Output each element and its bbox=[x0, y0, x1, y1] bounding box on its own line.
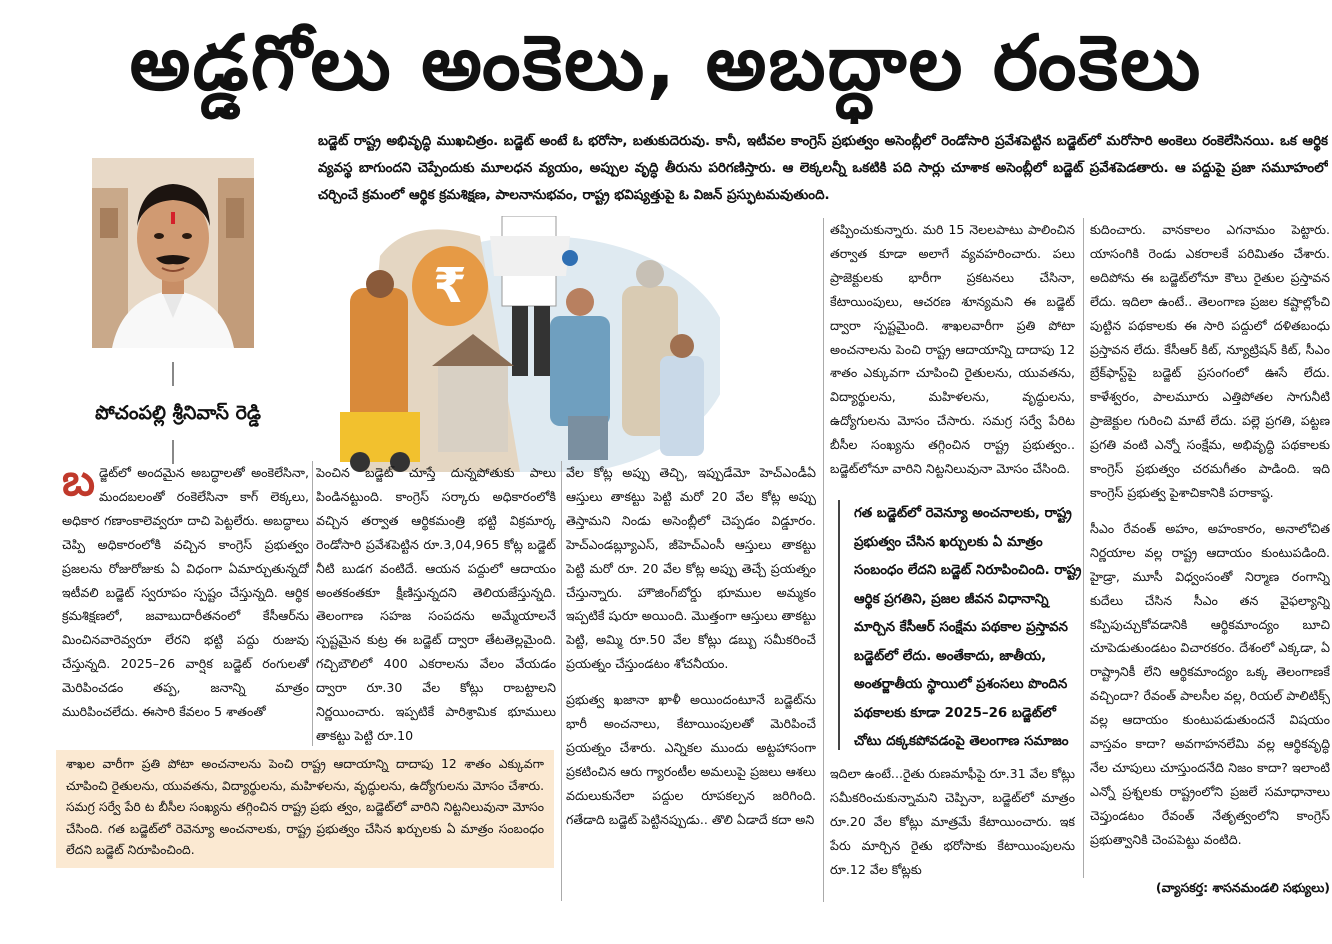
column-divider bbox=[1083, 218, 1084, 878]
headline: అడ్డగోలు అంకెలు, అబద్ధాల రంకెలు bbox=[129, 18, 1203, 107]
article-column-4-continued bbox=[830, 762, 1075, 902]
article-column-3 bbox=[566, 461, 816, 901]
author-photo bbox=[92, 158, 254, 348]
article-paragraph: ప్రభుత్వ ఖజానా ఖాళీ అయిందంటూనే బడ్జెట్‌ను భారీ అంచనాలు, కేటాయింపులతో మెరిపించే ప్రయత్నం చేశారు. ఎన్నికల ముందు అట్టహాసంగా ప్రకటించిన ఆరు గ్యారంటీల అమలుపై ప్రజలు ఆశలు వదులుకునేలా పద్దుల రూపకల్పన జరిగింది. గతేడాది బడ్జెట్ పెట్టినప్పుడు.. తొలి ఏడాదే కదా అని bbox=[566, 692, 816, 827]
article-column-text: పెంచిన బడ్జెట్ చూస్తే దున్నపోతుకు పాలు పిండినట్టుంది. కాంగ్రెస్ సర్కారు అధికారంలోకి వచ్చిన తర్వాత ఆర్థికమంత్రి భట్టి విక్రమార్క రెండోసారి ప్రవేశపెట్టిన రూ.3,04,965 కోట్ల బడ్జెట్ నీటి బుడగ వంటిదే. ఆయన పద్దులో ఆదాయం అంతకంతకూ క్షీణిస్తున్నదని తెలియజేస్తున్నది. తెలంగాణ సహజ సంపదను అమ్మేయాలనే స్పష్టమైన కుట్ర ఈ బడ్జెట్ ద్వారా తేటతెల్లమైంది. గచ్చిబౌలిలో 400 ఎకరాలను వేలం వేయడం ద్వారా రూ.30 వేల కోట్లు రాబట్టాలని నిర్ణయించారు. ఇప్పటికే పారిశ్రామిక భూములు తాకట్టు పెట్టి రూ.10 bbox=[316, 465, 556, 743]
article-illustration bbox=[340, 216, 720, 472]
author-portrait bbox=[92, 158, 254, 348]
column-divider bbox=[312, 461, 313, 746]
divider bbox=[172, 362, 174, 386]
highlight-box: శాఖల వారీగా ప్రతి పోటా అంచనాలను పెంచి రాష్ట్ర ఆదాయాన్ని దాదాపు 12 శాతం ఎక్కువగా చూపించి రైతులను, యువతను, విద్యార్థులను, మహిళలను, వృద్ధులను, ఉద్యోగులను మోసం చేశారు. సమగ్ర సర్వే పేరి ట బీసీల సంఖ్యను తగ్గించిన రాష్ట్ర ప్రభు త్వం, బడ్జెట్‌లో వారిని నిట్టనిలువునా మోసం చేసింది. గత బడ్జెట్‌లో రెవెన్యూ అంచనాలకు, రాష్ట్ర ప్రభుత్వం చేసిన ఖర్చులకు ఏ మాత్రం సంబంధం లేదని బడ్జెట్ నిరూపించింది. bbox=[56, 750, 554, 868]
article-column-text: డ్జెట్‌లో అందమైన అబద్ధాలతో అంకెలేసినా, మందబలంతో రంకెలేసినా కాగ్ లెక్కలు, అధికార గణాంకాలెవ్వరూ దాచి పెట్టలేరు. అబద్ధాలు చెప్పి అధికారంలోకి వచ్చిన కాంగ్రెస్ ప్రభుత్వం ప్రజలను రోజురోజుకు ఏ విధంగా ఏమార్చుతున్నదో ఇటీవలి బడ్జెట్ స్వరూపం స్పష్టం చేస్తున్నది. ఆర్థిక క్రమశిక్షణలో, జవాబుదారీతనంలో కేసీఆర్‌ను మించినవారెవ్వరూ లేరని భట్టి పద్దు రుజువు చేస్తున్నది. 2025–26 వార్షిక బడ్జెట్ రంగులతో మెరిపించడం తప్ప, జనాన్ని మాత్రం మురిపించలేదు. ఈసారి కేవలం 5 శాతంతో bbox=[62, 465, 309, 720]
article-paragraph: కుదించారు. వానకాలం ఎగనామం పెట్టారు. యాసంగికి రెండు ఎకరాలకే పరిమితం చేశారు. అదిపోను ఈ బడ్జెట్‌లోనూ కౌలు రైతుల ప్రస్తావన లేదు. ఇదిలా ఉంటే.. తెలంగాణ ప్రజల కష్టాల్లోంచి పుట్టిన పథకాలకు ఈ సారి పద్దులో దళితబంధు ప్రస్తావన లేదు. కేసీఆర్ కిట్, న్యూట్రిషన్ కిట్, సీఎం బ్రేక్‌ఫాస్ట్‌పై బడ్జెట్ ప్రసంగంలో ఊసే లేదు. కాళేశ్వరం, పాలమూరు ఎత్తిపోతల సాగునీటి ప్రాజెక్టుల గురించి మాటే లేదు. పల్లె ప్రగతి, పట్టణ ప్రగతి వంటి ఎన్నో సంక్షేమ, అభివృద్ధి పథకాలకు కాంగ్రెస్ ప్రభుత్వం చరమగీతం పాడింది. ఇది కాంగ్రెస్ ప్రభుత్వ పైశాచికానికి పరాకాష్ఠ. bbox=[1090, 222, 1330, 500]
column-divider bbox=[561, 461, 562, 901]
article-column-5 bbox=[1090, 218, 1330, 878]
article-column-1 bbox=[62, 461, 309, 746]
author-credit: (వ్యాసకర్త: శాసనమండలి సభ్యులు) bbox=[1155, 880, 1330, 895]
article-paragraph: వేల కోట్ల అప్పు తెచ్చి, ఇప్పుడేమో హెచ్ఎండీఏ ఆస్తులు తాకట్టు పెట్టి మరో 20 వేల కోట్ల అప్పు తెస్తామని నిండు అసెంబ్లీలో చెప్పడం విడ్డూరం. హెచ్ఎండబ్ల్యూఎస్, జీహెచ్ఎంసీ ఆస్తులు తాకట్టు పెట్టి మరో రూ. 20 వేల కోట్ల అప్పు తెచ్చే ప్రయత్నం చేస్తున్నారు. హౌజింగ్‌బోర్డు భూముల అమ్మకం ఇప్పటికే షురూ అయింది. మొత్తంగా ఆస్తులు తాకట్టు పెట్టి, అమ్మి రూ.50 వేల కోట్లు డబ్బు సమీకరించే ప్రయత్నం చేస్తుండటం శోచనీయం. bbox=[566, 465, 816, 672]
pull-quote: గత బడ్జెట్‌లో రెవెన్యూ అంచనాలకు, రాష్ట్ర ప్రభుత్వం చేసిన ఖర్చులకు ఏ మాత్రం సంబంధం లేదని బడ్జెట్ నిరూపించింది. రాష్ట్ర ఆర్థిక ప్రగతిని, ప్రజల జీవన విధానాన్ని మార్చిన కేసీఆర్ సంక్షేమ పథకాల ప్రస్తావన బడ్జెట్‌లో లేదు. అంతేకాదు, జాతీయ, అంతర్జాతీయ స్థాయిలో ప్రశంసలు పొందిన పథకాలకు కూడా 2025–26 బడ్జెట్‌లో చోటు దక్కకపోవడంపై తెలంగాణ సమాజం bbox=[838, 500, 1084, 750]
article-paragraph: సీఎం రేవంత్ అహం, అహంకారం, అనాలోచిత నిర్ణయాల వల్ల రాష్ట్ర ఆదాయం కుంటుపడింది. హైడ్రా, మూసీ విధ్వంసంతో నిర్మాణ రంగాన్ని కుదేలు చేసిన సీఎం తన వైఫల్యాన్ని కప్పిపుచ్చుకోవడానికి ఆర్థికమాంద్యం బూచి చూపెడుతుండటం విచారకరం. దేశంలో ఎక్కడా, ఏ రాష్ట్రానికీ లేని ఆర్థికమాంద్యం ఒక్క తెలంగాణకే వచ్చిందా? రేవంత్ పాలసీల వల్ల, రియల్ పాలిటిక్స్ వల్ల ఆదాయం కుంటుపడుతుందనే విషయం వాస్తవం కాదా? అవగాహనలేమి వల్ల ఆర్థికవృద్ధి నేల చూపులు చూస్తుందనేది నిజం కాదా? ఇలాంటి ఎన్నో ప్రశ్నలకు రాష్ట్రంలోని ప్రజలే సమాధానాలు చెప్తుండటం రేవంత్ నేతృత్వంలోని కాంగ్రెస్ ప్రభుత్వానికి చెంపపెట్టు వంటిది. bbox=[1090, 520, 1330, 847]
article-column-2 bbox=[316, 461, 556, 746]
author-name: పోచంపల్లి శ్రీనివాస్ రెడ్డి bbox=[95, 402, 261, 424]
budget-illustration bbox=[340, 216, 720, 472]
article-paragraph: ఇదిలా ఉంటే...రైతు రుణమాఫీపై రూ.31 వేల కోట్లు సమీకరించుకున్నామని చెప్పినా, బడ్జెట్‌లో మాత్రం రూ.20 వేల కోట్లు మాత్రమే కేటాయించారు. ఇక పేరు మార్చిన రైతు భరోసాకు కేటాయింపులను రూ.12 వేల కోట్లకు bbox=[830, 766, 1075, 877]
article-column-4 bbox=[830, 218, 1075, 483]
rupee-icon: ₹ bbox=[433, 258, 467, 314]
article-deck: బడ్జెట్ రాష్ట్ర అభివృద్ధి ముఖచిత్రం. బడ్జెట్ అంటే ఓ భరోసా, బతుకుదెరువు. కానీ, ఇటీవల కాంగ్రెస్ ప్రభుత్వం అసెంబ్లీలో రెండోసారి ప్రవేశపెట్టిన బడ్జెట్‌లో మరోసారి అంకెలు రంకెలేసినయి. ఒక ఆర్థిక వ్యవస్థ బాగుందని చెప్పేందుకు మూలధన వ్యయం, అప్పుల వృద్ధి తీరును పరిగణిస్తారు. ఆ లెక్కలన్నీ ఒకటికి పది సార్లు చూశాక అసెంబ్లీలో బడ్జెట్ ప్రవేశపెడతారు. ఆ పద్దుపై ప్రజా సమూహంలో చర్చించే క్రమంలో ఆర్థిక క్రమశిక్షణ, పాలనానుభవం, రాష్ట్ర భవిష్యత్తుపై ఓ విజన్ ప్రస్ఫుటమవుతుంది. bbox=[318, 134, 1328, 203]
article-paragraph: తప్పించుకున్నారు. మరి 15 నెలలపాటు పాలించిన తర్వాత కూడా అలాగే వ్యవహరించారు. పలు ప్రాజెక్టులకు భారీగా ప్రకటనలు చేసినా, కేటాయింపులు, ఆచరణ శూన్యమని ఈ బడ్జెట్ ద్వారా స్పష్టమైంది. శాఖలవారీగా ప్రతి పోటా అంచనాలను పెంచి రాష్ట్ర ఆదాయాన్ని దాదాపు 12 శాతం ఎక్కువగా చూపించి రైతులను, యువతను, విద్యార్థులను, మహిళలను, వృద్ధులను, ఉద్యోగులను మోసం చేసారు. సమగ్ర సర్వే పేరిట బీసీల సంఖ్యను తగ్గించిన రాష్ట్ర ప్రభుత్వం.. బడ్జెట్‌లోనూ వారిని నిట్టనిలువునా మోసం చేసింది. bbox=[830, 222, 1075, 477]
column-divider bbox=[823, 218, 824, 902]
drop-cap: బ bbox=[62, 461, 95, 506]
